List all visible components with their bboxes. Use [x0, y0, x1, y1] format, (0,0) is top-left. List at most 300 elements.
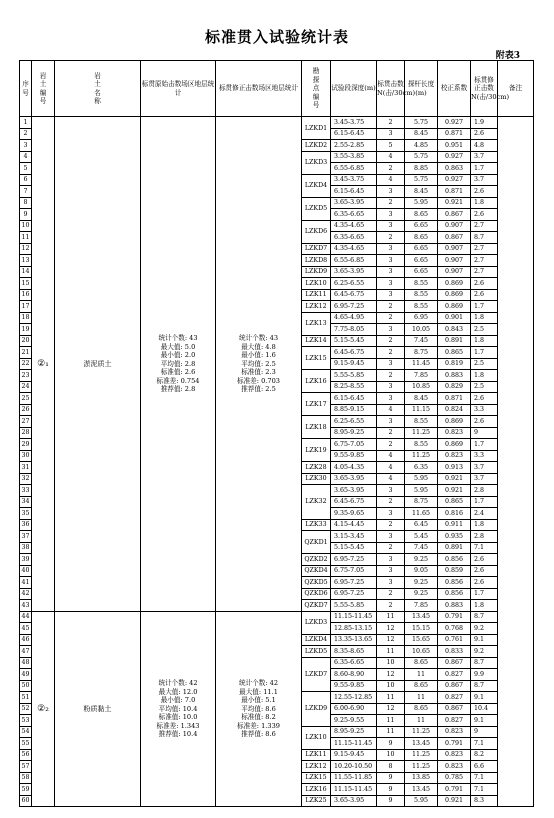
cell-rod-length: 5.95 [405, 473, 438, 485]
cell-corr-blows: 7.1 [471, 542, 498, 554]
cell-depth: 6.95-7.25 [331, 577, 377, 589]
cell-corr-blows: 1.7 [471, 496, 498, 508]
cell-rod-length: 5.75 [405, 117, 438, 129]
cell-hole: LZK16 [302, 784, 331, 796]
cell-coef: 0.843 [438, 324, 471, 336]
cell-seq: 11 [20, 232, 32, 244]
cell-corr-blows: 8.2 [471, 749, 498, 761]
cell-rod-length: 11 [405, 715, 438, 727]
cell-depth: 6.35-6.65 [331, 209, 377, 221]
cell-seq: 12 [20, 243, 32, 255]
cell-depth: 3.65-3.95 [331, 266, 377, 278]
cell-coef: 0.768 [438, 623, 471, 635]
cell-corr-blows: 1.7 [471, 301, 498, 313]
header-coef: 校正系数 [438, 61, 471, 117]
cell-depth: 9.35-9.65 [331, 508, 377, 520]
cell-corr-blows: 2.6 [471, 209, 498, 221]
cell-blows: 2 [377, 439, 405, 451]
cell-seq: 24 [20, 381, 32, 393]
cell-coef: 0.856 [438, 588, 471, 600]
stat-line: 平均值: 10.4 [158, 704, 198, 713]
cell-corr-blows: 1.8 [471, 312, 498, 324]
cell-coef: 0.883 [438, 600, 471, 612]
cell-seq: 27 [20, 416, 32, 428]
cell-blows: 11 [377, 646, 405, 658]
cell-blows: 3 [377, 209, 405, 221]
cell-hole: LZKD5 [302, 197, 331, 220]
header-row [20, 61, 534, 117]
cell-coef: 0.856 [438, 554, 471, 566]
cell-corr-blows: 9.1 [471, 715, 498, 727]
cell-coef: 0.791 [438, 784, 471, 796]
cell-hole: LZKD4 [302, 174, 331, 197]
cell-rod-length: 5.75 [405, 174, 438, 186]
cell-coef: 0.907 [438, 255, 471, 267]
cell-coef: 0.869 [438, 416, 471, 428]
cell-hole: QZKD5 [302, 577, 331, 589]
cell-corr-blows: 1.7 [471, 588, 498, 600]
cell-corr-blows: 2.8 [471, 485, 498, 497]
cell-hole: LZK18 [302, 416, 331, 439]
cell-depth: 6.55-6.85 [331, 163, 377, 175]
cell-depth: 11.55-11.85 [331, 772, 377, 784]
cell-corr-blows: 8.7 [471, 680, 498, 692]
cell-blows: 12 [377, 669, 405, 681]
cell-coef: 0.911 [438, 519, 471, 531]
cell-coef: 0.816 [438, 508, 471, 520]
cell-blows: 9 [377, 795, 405, 807]
cell-corr-blows: 1.8 [471, 519, 498, 531]
cell-rod-length: 8.55 [405, 301, 438, 313]
cell-coef: 0.869 [438, 278, 471, 290]
cell-coef: 0.867 [438, 703, 471, 715]
cell-coef: 0.927 [438, 117, 471, 129]
cell-hole: LZK12 [302, 301, 331, 313]
cell-seq: 5 [20, 163, 32, 175]
cell-depth: 5.55-5.85 [331, 600, 377, 612]
cell-blows: 2 [377, 588, 405, 600]
cell-hole: LZK28 [302, 462, 331, 474]
cell-depth: 8.35-8.65 [331, 646, 377, 658]
stat-line: 推荐值: 10.4 [158, 730, 198, 738]
cell-blows: 9 [377, 738, 405, 750]
cell-coef: 0.891 [438, 542, 471, 554]
cell-corr-blows: 1.8 [471, 370, 498, 382]
cell-rod-length: 11.25 [405, 427, 438, 439]
cell-coef: 0.819 [438, 358, 471, 370]
cell-blows: 3 [377, 220, 405, 232]
stat-line: 统计个数: 43 [238, 334, 279, 342]
cell-seq: 1 [20, 117, 32, 129]
cell-corr-blows: 9.1 [471, 692, 498, 704]
cell-depth: 13.35-13.65 [331, 634, 377, 646]
cell-hole: LZKD3 [302, 611, 331, 634]
cell-rod-length: 11.15 [405, 404, 438, 416]
cell-rod-length: 11 [405, 692, 438, 704]
cell-depth: 6.75-7.05 [331, 439, 377, 451]
cell-seq: 54 [20, 726, 32, 738]
cell-seq: 13 [20, 255, 32, 267]
cell-depth: 9.25-9.55 [331, 715, 377, 727]
cell-seq: 41 [20, 577, 32, 589]
cell-corr-blows: 2.6 [471, 289, 498, 301]
cell-hole: LZK14 [302, 335, 331, 347]
table-row [20, 117, 534, 129]
cell-corr-blows: 1.8 [471, 197, 498, 209]
stat-line: 最小值: 7.0 [160, 696, 196, 704]
cell-hole: LZK19 [302, 439, 331, 462]
cell-seq: 28 [20, 427, 32, 439]
cell-raw-stats [141, 117, 216, 612]
cell-seq: 37 [20, 531, 32, 543]
cell-depth: 3.15-3.45 [331, 531, 377, 543]
cell-coef: 0.921 [438, 197, 471, 209]
cell-corr-blows: 2.7 [471, 243, 498, 255]
cell-corr-blows: 3.7 [471, 151, 498, 163]
cell-coef: 0.761 [438, 634, 471, 646]
cell-depth: 3.65-3.95 [331, 197, 377, 209]
cell-coef: 0.867 [438, 680, 471, 692]
cell-hole: LZKD9 [302, 266, 331, 278]
cell-depth: 3.45-3.75 [331, 117, 377, 129]
cell-coef: 0.827 [438, 715, 471, 727]
cell-blows: 4 [377, 404, 405, 416]
cell-rod-length: 8.65 [405, 680, 438, 692]
cell-depth: 11.15-11.45 [331, 611, 377, 623]
cell-corr-blows: 2.5 [471, 381, 498, 393]
stat-line: 最小值: 5.1 [241, 696, 276, 704]
header-soil-name: 岩土名称 [55, 61, 141, 117]
cell-hole: LZK30 [302, 473, 331, 485]
cell-corr-stats [216, 117, 302, 612]
cell-blows: 3 [377, 128, 405, 140]
cell-coef: 0.785 [438, 772, 471, 784]
cell-hole: LZK10 [302, 726, 331, 749]
stat-line: 标准差: 0.703 [237, 376, 280, 385]
cell-blows: 2 [377, 312, 405, 324]
cell-rod-length: 7.45 [405, 542, 438, 554]
cell-rod-length: 11.45 [405, 358, 438, 370]
cell-seq: 39 [20, 554, 32, 566]
header-remark: 备注 [498, 61, 534, 117]
header-blows: 标贯击数N(击/30cm) [377, 61, 405, 117]
cell-blows: 4 [377, 462, 405, 474]
cell-remark [498, 117, 534, 807]
cell-hole: LZKD7 [302, 243, 331, 255]
cell-rod-length: 8.45 [405, 128, 438, 140]
cell-depth: 12.55-12.85 [331, 692, 377, 704]
cell-seq: 59 [20, 784, 32, 796]
cell-blows: 3 [377, 554, 405, 566]
cell-corr-blows: 9.2 [471, 646, 498, 658]
cell-corr-blows: 1.8 [471, 600, 498, 612]
cell-depth: 3.45-3.75 [331, 174, 377, 186]
cell-corr-blows: 2.7 [471, 220, 498, 232]
cell-corr-blows: 2.5 [471, 358, 498, 370]
cell-rod-length: 8.65 [405, 232, 438, 244]
cell-corr-blows: 3.7 [471, 174, 498, 186]
cell-rod-length: 5.95 [405, 485, 438, 497]
cell-blows: 2 [377, 427, 405, 439]
cell-seq: 50 [20, 680, 32, 692]
cell-rod-length: 8.55 [405, 289, 438, 301]
cell-soil-name: 淤泥质土 [55, 117, 141, 612]
cell-blows: 2 [377, 335, 405, 347]
cell-depth: 4.05-4.35 [331, 462, 377, 474]
cell-rod-length: 8.45 [405, 186, 438, 198]
cell-coef: 0.921 [438, 473, 471, 485]
cell-blows: 2 [377, 347, 405, 359]
cell-coef: 0.856 [438, 577, 471, 589]
cell-blows: 2 [377, 163, 405, 175]
cell-coef: 0.823 [438, 450, 471, 462]
cell-coef: 0.869 [438, 289, 471, 301]
stat-line: 最大值: 11.1 [239, 687, 278, 696]
cell-seq: 53 [20, 715, 32, 727]
cell-corr-blows: 8.3 [471, 795, 498, 807]
cell-corr-blows: 2.6 [471, 565, 498, 577]
cell-rod-length: 8.55 [405, 439, 438, 451]
cell-seq: 47 [20, 646, 32, 658]
cell-hole: LZKD3 [302, 151, 331, 174]
page-title: 标准贯入试验统计表 [204, 28, 349, 46]
stat-line: 标准值: 8.2 [241, 713, 276, 721]
cell-hole: LZK15 [302, 347, 331, 370]
cell-blows: 12 [377, 623, 405, 635]
cell-blows: 3 [377, 508, 405, 520]
cell-seq: 2 [20, 128, 32, 140]
cell-seq: 60 [20, 795, 32, 807]
cell-seq: 8 [20, 197, 32, 209]
cell-corr-blows: 9.9 [471, 669, 498, 681]
cell-hole: LZK11 [302, 289, 331, 301]
cell-depth: 3.65-3.95 [331, 485, 377, 497]
cell-corr-blows: 2.6 [471, 554, 498, 566]
cell-blows: 2 [377, 519, 405, 531]
cell-coef: 0.829 [438, 381, 471, 393]
cell-blows: 3 [377, 531, 405, 543]
cell-rod-length: 6.65 [405, 220, 438, 232]
cell-rod-length: 11.25 [405, 761, 438, 773]
cell-rod-length: 11 [405, 669, 438, 681]
header-rod-length: 探杆长度(m) [405, 61, 438, 117]
cell-rod-length: 7.45 [405, 335, 438, 347]
cell-coef: 0.901 [438, 312, 471, 324]
cell-blows: 2 [377, 496, 405, 508]
cell-corr-blows: 1.7 [471, 439, 498, 451]
cell-seq: 25 [20, 393, 32, 405]
cell-coef: 0.891 [438, 335, 471, 347]
cell-depth: 2.55-2.85 [331, 140, 377, 152]
cell-corr-blows: 2.6 [471, 128, 498, 140]
cell-seq: 19 [20, 324, 32, 336]
cell-coef: 0.824 [438, 404, 471, 416]
header-corr-blows: 标贯修正击数N(击/30cm) [471, 61, 498, 117]
cell-coef: 0.869 [438, 301, 471, 313]
cell-blows: 10 [377, 657, 405, 669]
cell-depth: 3.65-3.95 [331, 795, 377, 807]
cell-depth: 5.55-5.85 [331, 370, 377, 382]
stat-line: 统计个数: 42 [238, 679, 279, 687]
cell-coef: 0.833 [438, 646, 471, 658]
cell-depth: 6.35-6.65 [331, 657, 377, 669]
cell-rod-length: 5.75 [405, 151, 438, 163]
cell-depth: 5.15-5.45 [331, 335, 377, 347]
cell-coef: 0.907 [438, 243, 471, 255]
cell-seq: 49 [20, 669, 32, 681]
cell-seq: 15 [20, 278, 32, 290]
cell-coef: 0.867 [438, 657, 471, 669]
stat-line: 统计个数: 42 [158, 679, 198, 687]
cell-hole: LZKD2 [302, 140, 331, 152]
cell-blows: 10 [377, 680, 405, 692]
cell-seq: 16 [20, 289, 32, 301]
cell-seq: 30 [20, 450, 32, 462]
cell-blows: 12 [377, 703, 405, 715]
cell-depth: 9.15-9.45 [331, 358, 377, 370]
cell-blows: 11 [377, 611, 405, 623]
header-corr-stats: 标贯修正击数场区地层统计 [216, 61, 302, 117]
stat-line: 最大值: 12.0 [158, 687, 198, 696]
cell-blows: 3 [377, 416, 405, 428]
cell-rod-length: 9.25 [405, 554, 438, 566]
cell-rod-length: 8.65 [405, 657, 438, 669]
cell-coef: 0.859 [438, 565, 471, 577]
cell-depth: 8.25-8.55 [331, 381, 377, 393]
cell-rod-length: 8.45 [405, 393, 438, 405]
cell-seq: 31 [20, 462, 32, 474]
cell-blows: 10 [377, 749, 405, 761]
cell-blows: 2 [377, 542, 405, 554]
cell-corr-blows: 7.1 [471, 772, 498, 784]
cell-rod-length: 13.45 [405, 738, 438, 750]
cell-depth: 6.75-7.05 [331, 565, 377, 577]
stat-line: 统计个数: 43 [158, 334, 198, 342]
cell-coef: 0.927 [438, 174, 471, 186]
cell-seq: 36 [20, 519, 32, 531]
cell-rod-length: 5.95 [405, 197, 438, 209]
cell-blows: 4 [377, 151, 405, 163]
cell-seq: 46 [20, 634, 32, 646]
cell-rod-length: 13.45 [405, 611, 438, 623]
cell-blows: 3 [377, 278, 405, 290]
spt-statistics-table [19, 60, 534, 807]
cell-seq: 9 [20, 209, 32, 221]
cell-blows: 3 [377, 358, 405, 370]
cell-corr-blows: 2.6 [471, 577, 498, 589]
stat-line: 推荐值: 2.8 [160, 385, 196, 393]
cell-corr-blows: 8.7 [471, 611, 498, 623]
stat-line: 标准值: 2.3 [241, 368, 276, 376]
cell-coef: 0.871 [438, 393, 471, 405]
cell-depth: 6.25-6.55 [331, 278, 377, 290]
stat-line: 推荐值: 8.6 [241, 730, 276, 738]
cell-corr-blows: 9.1 [471, 634, 498, 646]
cell-rod-length: 15.15 [405, 623, 438, 635]
stat-line: 最小值: 1.6 [241, 351, 276, 359]
cell-seq: 21 [20, 347, 32, 359]
cell-blows: 8 [377, 761, 405, 773]
cell-depth: 8.60-8.90 [331, 669, 377, 681]
cell-hole: LZK33 [302, 519, 331, 531]
cell-hole: QZKD4 [302, 565, 331, 577]
cell-hole: QZKD7 [302, 600, 331, 612]
cell-rod-length: 7.85 [405, 370, 438, 382]
cell-soil-name: 粉质黏土 [55, 611, 141, 807]
cell-blows: 3 [377, 393, 405, 405]
cell-seq: 43 [20, 600, 32, 612]
cell-corr-blows: 3.3 [471, 404, 498, 416]
cell-blows: 3 [377, 243, 405, 255]
cell-corr-blows: 1.9 [471, 117, 498, 129]
cell-blows: 4 [377, 174, 405, 186]
cell-corr-blows: 2.6 [471, 278, 498, 290]
cell-depth: 6.95-7.25 [331, 301, 377, 313]
cell-depth: 6.45-6.75 [331, 496, 377, 508]
cell-blows: 11 [377, 692, 405, 704]
cell-rod-length: 13.85 [405, 772, 438, 784]
cell-hole: LZKD1 [302, 117, 331, 140]
cell-corr-blows: 3.7 [471, 462, 498, 474]
cell-blows: 3 [377, 381, 405, 393]
cell-corr-blows: 1.7 [471, 347, 498, 359]
cell-seq: 45 [20, 623, 32, 635]
cell-depth: 5.15-5.45 [331, 542, 377, 554]
cell-blows: 11 [377, 726, 405, 738]
cell-rod-length: 5.45 [405, 531, 438, 543]
stat-line: 标准值: 2.6 [160, 368, 196, 376]
cell-depth: 9.55-9.85 [331, 680, 377, 692]
cell-rod-length: 10.65 [405, 646, 438, 658]
cell-coef: 0.823 [438, 749, 471, 761]
cell-blows: 4 [377, 450, 405, 462]
cell-coef: 0.871 [438, 186, 471, 198]
header-depth: 试验段深度(m) [331, 61, 377, 117]
cell-blows: 4 [377, 473, 405, 485]
cell-rod-length: 8.55 [405, 416, 438, 428]
cell-coef: 0.865 [438, 496, 471, 508]
cell-corr-blows: 9 [471, 427, 498, 439]
cell-blows: 2 [377, 370, 405, 382]
cell-corr-blows: 2.4 [471, 508, 498, 520]
cell-blows: 3 [377, 255, 405, 267]
cell-seq: 26 [20, 404, 32, 416]
cell-corr-blows: 2.7 [471, 266, 498, 278]
cell-depth: 4.35-4.65 [331, 243, 377, 255]
cell-coef: 0.791 [438, 738, 471, 750]
cell-rod-length: 11.25 [405, 726, 438, 738]
cell-blows: 2 [377, 301, 405, 313]
cell-depth: 8.95-9.25 [331, 427, 377, 439]
stat-line: 最小值: 2.0 [160, 351, 196, 359]
cell-depth: 6.45-6.75 [331, 347, 377, 359]
cell-corr-blows: 10.4 [471, 703, 498, 715]
cell-hole: LZKD7 [302, 657, 331, 692]
cell-coef: 0.869 [438, 439, 471, 451]
cell-corr-blows: 8.7 [471, 232, 498, 244]
cell-seq: 23 [20, 370, 32, 382]
cell-rod-length: 11.25 [405, 749, 438, 761]
cell-hole: LZKD8 [302, 255, 331, 267]
cell-corr-blows: 7.1 [471, 784, 498, 796]
cell-rod-length: 6.35 [405, 462, 438, 474]
cell-depth: 6.95-7.25 [331, 588, 377, 600]
cell-coef: 0.867 [438, 209, 471, 221]
cell-blows: 3 [377, 485, 405, 497]
cell-hole: LZKD4 [302, 634, 331, 646]
cell-corr-blows: 1.7 [471, 163, 498, 175]
cell-blows: 3 [377, 266, 405, 278]
